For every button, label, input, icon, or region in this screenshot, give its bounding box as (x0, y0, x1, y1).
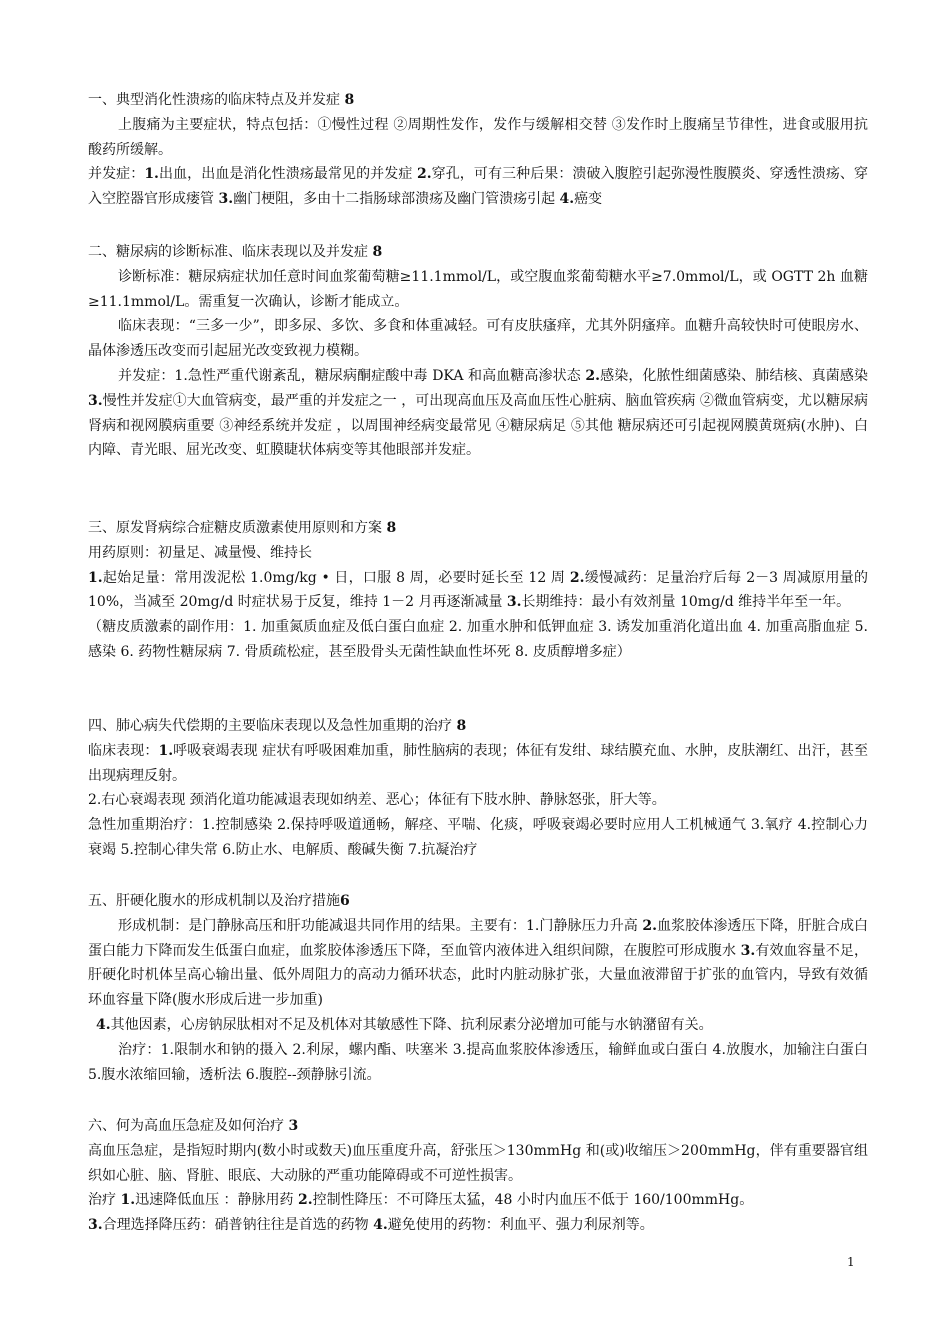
paragraph-regimen (88, 566, 868, 616)
paragraph-diagnosis: 诊断标准：糖尿病症状加任意时间血浆葡萄糖≥11.1mmol/L，或空腹血浆葡萄糖水平≥7.0mmol/L，或 OGTT 2h 血糖≥11.1mmol/L。需重复一次确认，诊断才能成立。 (88, 268, 868, 310)
text: 合理选择降压药：硝普钠往往是首选的药物 (102, 1217, 374, 1234)
paragraph-clinical (88, 739, 868, 789)
paragraph-treatment: 急性加重期治疗：1.控制感染 2.保持呼吸道通畅，解痉、平喘、化痰，呼吸衰竭必要时应用人工机械通气 3.氧疗 4.控制心力衰竭 5.控制心律失常 6.防止水、电解质、酸碱失衡 7.抗凝治疗 (88, 817, 868, 858)
number: 2. (297, 1192, 313, 1209)
paragraph-right-heart: 2.右心衰竭表现 颈消化道功能减退表现如纳差、恶心；体征有下肢水肿、静脉怒张，肝大等。 (88, 792, 666, 809)
number: 3. (740, 942, 756, 959)
paragraph-mechanism (88, 914, 868, 1013)
text: 并发症：1.急性严重代谢紊乱，糖尿病酮症酸中毒 DKA 和高血糖高渗状态 (118, 367, 586, 384)
heading-text: 二、糖尿病的诊断标准、临床表现以及并发症 (88, 244, 368, 260)
section-pulmonary-heart (88, 714, 868, 863)
section-hypertensive-emergency (88, 1114, 868, 1238)
text: 有效血容量不足，肝硬化时机体呈高心输出量、低外周阻力的高动力循环状态，此时内脏动脉扩张，大量血液滞留于扩张的血管内，导致有效循环血容量下降(腹水形成后进一步加重) (88, 942, 868, 1009)
score: 8 (344, 92, 355, 108)
text: 治疗 (88, 1192, 121, 1209)
text: 起始足量：常用泼泥松 1.0mg/kg • 日，口服 8 周，必要时延长至 12 周 (102, 569, 570, 586)
paragraph-symptoms: 上腹痛为主要症状，特点包括：①慢性过程 ②周期性发作，发作与缓解相交替 ③发作时上腹痛呈节律性，进食或服用抗酸药所缓解。 (88, 116, 868, 158)
text: 癌变 (574, 191, 603, 208)
paragraph-treatment: 治疗：1.限制水和钠的摄入 2.利尿，螺内酯、呋塞米 3.提高血浆胶体渗透压，输鲜血或白蛋白 4.放腹水，加输注白蛋白 5.腹水浓缩回输，透析法 6.腹腔--颈静脉引流。 (88, 1041, 868, 1083)
score: 8 (456, 718, 467, 734)
paragraph-treatment-continued (88, 1213, 868, 1238)
text: 缓慢减药：足量治疗后每 2－3 周减原用量的 10%，当减至 20mg/d 时症状易于反复，维持 1－2 月再逐渐减量 (88, 569, 868, 611)
text: 慢性并发症①大血管病变，最严重的并发症之一 ，可出现高血压及高血压性心脏病、脑血管疾病 ②微血管病变，尤以糖尿病肾病和视网膜病重要 ③神经系统并发症 ，以周围神经病变最常见 ④糖尿病足 ⑤其他 糖尿病还可引起视网膜黄斑病(水肿)、白内障、青光眼、屈光改变、虹膜睫状体病变等其他眼部并发症。 (88, 392, 868, 459)
paragraph-side-effects: （糖皮质激素的副作用：1. 加重氮质血症及低白蛋白血症 2. 加重水肿和低钾血症 3. 诱发加重消化道出血 4. 加重高脂血症 5. 感染 6. 药物性糖尿病 7. 骨质疏松症，甚至股骨头无菌性缺血性坏死 8. 皮质醇增多症） (88, 619, 868, 660)
number: 2. (569, 569, 585, 586)
heading-text: 四、肺心病失代偿期的主要临床表现以及急性加重期的治疗 (88, 718, 452, 734)
paragraph-treatment (88, 1188, 868, 1213)
page-number: 1 (847, 1255, 855, 1269)
number: 3. (88, 392, 103, 409)
text: 长期维持：最小有效剂量 10mg/d 维持半年至一年。 (521, 594, 851, 611)
number: 4. (559, 191, 575, 208)
number: 2. (416, 166, 432, 183)
heading-text: 三、原发肾病综合症糖皮质激素使用原则和方案 (88, 520, 382, 536)
heading-text: 六、何为高血压急症及如何治疗 (88, 1118, 284, 1134)
text: 临床表现： (88, 742, 159, 759)
number: 3. (506, 594, 522, 611)
number: 1. (88, 569, 103, 586)
section-heading (88, 88, 868, 113)
section-diabetes (88, 240, 868, 463)
text: 呼吸衰竭表现 症状有呼吸困难加重，肺性脑病的表现；体征有发绀、球结膜充血、水肿，皮肤潮红、出汗，甚至出现病理反射。 (88, 742, 868, 784)
score: 8 (372, 244, 383, 260)
number: 3. (218, 191, 234, 208)
number: 1. (158, 742, 174, 759)
section-peptic-ulcer (88, 88, 868, 212)
text: 控制性降压：不可降压太猛，48 小时内血压不低于 160/100mmHg。 (312, 1192, 754, 1209)
score: 8 (386, 520, 397, 536)
section-heading (88, 889, 868, 914)
section-cirrhosis-ascites (88, 889, 868, 1087)
text: 幽门梗阻，多由十二指肠球部溃疡及幽门管溃疡引起 (233, 191, 560, 208)
text: 避免使用的药物：利血平、强力利尿剂等。 (387, 1217, 654, 1234)
text: 穿孔，可有三种后果：溃破入腹腔引起弥漫性腹膜炎、穿透性溃疡、穿入空腔器官形成瘘管 (88, 166, 868, 208)
section-heading (88, 516, 868, 541)
text: 出血，出血是消化性溃疡最常见的并发症 (158, 166, 417, 183)
score: 6 (340, 893, 350, 909)
score: 3 (288, 1118, 299, 1134)
paragraph-principle: 用药原则：初量足、减量慢、维持长 (88, 544, 312, 561)
heading-text: 五、肝硬化腹水的形成机制以及治疗措施 (88, 893, 340, 909)
paragraph-definition: 高血压急症，是指短时期内(数小时或数天)血压重度升高，舒张压＞130mmHg 和(或)收缩压＞200mmHg，伴有重要器官组织如心脏、脑、肾脏、眼底、大动脉的严重功能障碍或不可逆性损害。 (88, 1142, 868, 1184)
section-heading (88, 1114, 868, 1139)
paragraph-complications (88, 364, 868, 463)
section-heading (88, 240, 868, 265)
section-heading (88, 714, 868, 739)
text: 形成机制：是门静脉高压和肝功能减退共同作用的结果。主要有：1.门静脉压力升高 (118, 917, 643, 934)
number: 2. (585, 367, 601, 384)
number: 4. (373, 1217, 388, 1234)
number: 3. (88, 1217, 103, 1234)
number: 1. (120, 1192, 136, 1209)
text: 血浆胶体渗透压下降，肝脏合成白蛋白能力下降而发生低蛋白血症，血浆胶体渗透压下降，至血管内液体进入组织间隙，在腹腔可形成腹水 (88, 917, 869, 959)
text: 感染，化脓性细菌感染、肺结核、真菌感染 (600, 367, 869, 384)
text: 并发症： (88, 166, 145, 183)
number: 1. (144, 166, 159, 183)
section-nephrotic (88, 516, 868, 665)
text: 迅速降低血压 ：静脉用药 (135, 1192, 298, 1209)
text: 其他因素，心房钠尿肽相对不足及机体对其敏感性下降、抗利尿素分泌增加可能与水钠潴留有关。 (110, 1016, 713, 1033)
paragraph-clinical: 临床表现：“三多一少”，即多尿、多饮、多食和体重减轻。可有皮肤瘙痒，尤其外阴瘙痒。血糖升高较快时可使眼房水、晶体渗透压改变而引起屈光改变致视力模糊。 (88, 318, 868, 360)
paragraph-other-factors (88, 1013, 868, 1038)
number: 2. (642, 917, 657, 934)
number: 4. (96, 1016, 111, 1033)
paragraph-complications (88, 162, 868, 212)
heading-text: 一、典型消化性溃疡的临床特点及并发症 (88, 92, 340, 108)
